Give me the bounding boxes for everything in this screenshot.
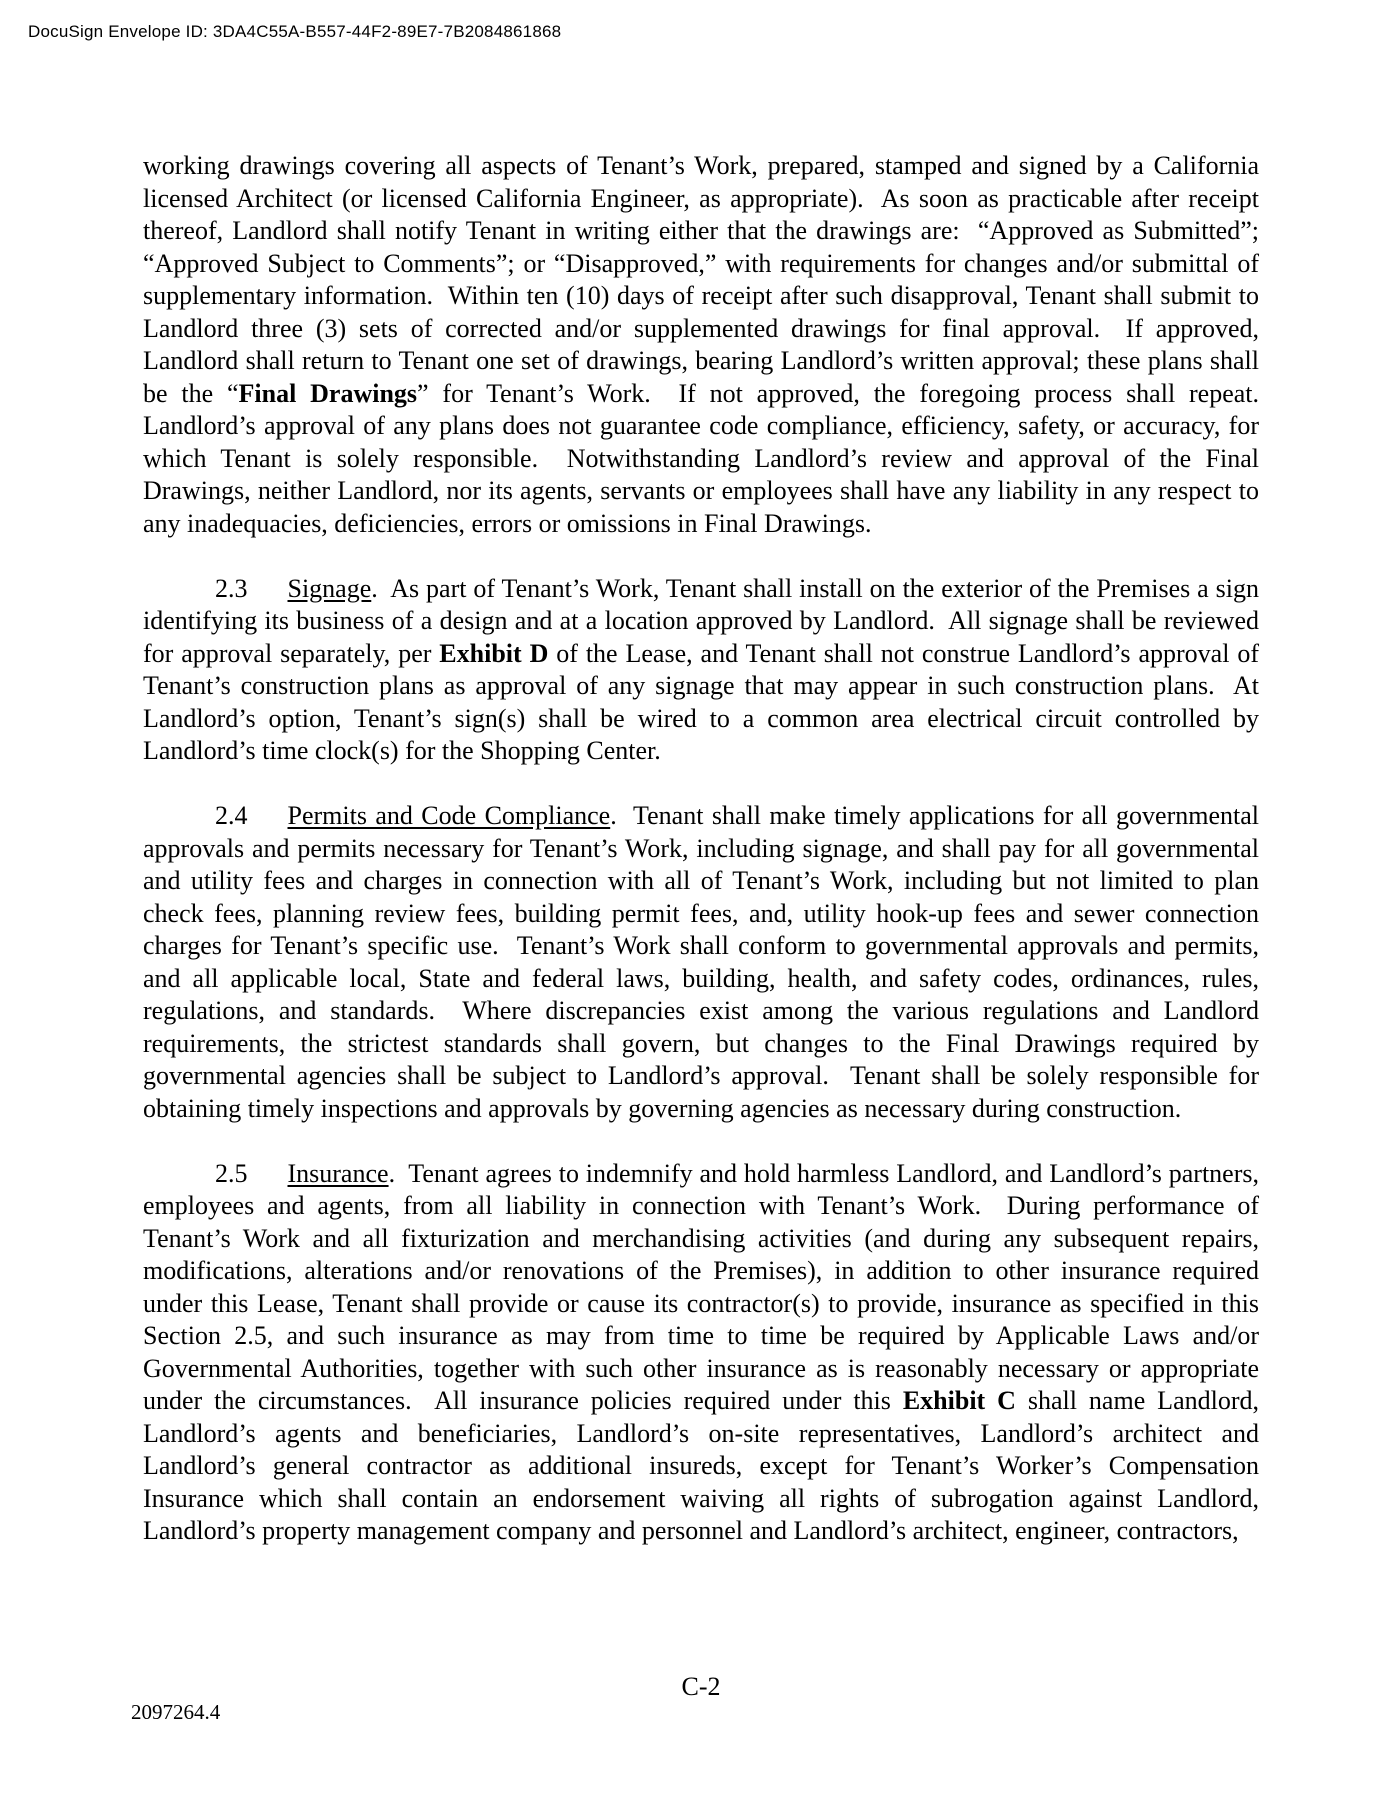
underlined-heading-run: Permits and Code Compliance xyxy=(287,801,611,830)
text-run: 2.3 xyxy=(215,573,248,603)
underlined-heading-run: Signage xyxy=(287,573,372,603)
paragraph-continuation xyxy=(143,150,1273,540)
document-body xyxy=(143,150,1273,1580)
paragraph-section-2-3-signage xyxy=(143,573,1266,768)
underlined-heading-run: Insurance xyxy=(287,1158,389,1188)
text-run: working drawings covering all aspects of Tenant’s Work, prepared, stamped and signed by a California licensed Architect (or licensed California Engineer, as appropriate). As soon as practicable after receipt thereof, Landlord shall notify Tenant in writing either that the drawings are: “Approved as Submitted”; “Approved Subject to Comments”; or “Disapproved,” with requirements for changes and/or submittal of supplementary information. Within ten (10) days of receipt after such disapproval, Tenant shall submit to Landlord three (3) sets of corrected and/or supplemented drawings for final approval. If approved, Landlord shall return to Tenant one set of drawings, bearing Landlord’s written approval; these plans shall be the “ xyxy=(143,151,1266,408)
text-run: shall name Landlord, Landlord’s agents and beneficiaries, Landlord’s on-site representatives, Landlord’s architect and Landlord’s general contractor as additional insureds, except for Tenant’s Worker’s Compensation Insurance which shall contain an endorsement waiving all rights of subrogation against Landlord, Landlord’s property management company and personnel and Landlord’s architect, engineer, contractors, xyxy=(143,1386,1266,1545)
document-control-number: 2097264.4 xyxy=(131,1700,221,1724)
text-run: . As part of Tenant’s Work, Tenant shall install on the exterior of the Premises a sign identifying its business of a design and at a location approved by Landlord. All signage shall be reviewed for approval separately, per xyxy=(143,573,1266,668)
bold-text-run: Exhibit D xyxy=(439,638,549,668)
page-number: C-2 xyxy=(681,1672,721,1701)
text-run: 2.4 xyxy=(215,801,248,830)
text-run: . Tenant agrees to indemnify and hold harmless Landlord, and Landlord’s partners, employees and agents, from all liability in connection with Tenant’s Work. During performance of Tenant’s Work and all fixturization and merchandising activities (and during any subsequent repairs, modifications, alterations and/or renovations of the Premises), in addition to other insurance required under this Lease, Tenant shall provide or cause its contractor(s) to provide, insurance as specified in this Section 2.5, and such insurance as may from time to time be required by Applicable Laws and/or Governmental Authorities, together with such other insurance as is reasonably necessary or appropriate under the circumstances. All insurance policies required under this xyxy=(143,1158,1266,1415)
paragraph-section-2-4-permits xyxy=(143,800,1266,1125)
docusign-envelope-id: DocuSign Envelope ID: 3DA4C55A-B557-44F2-89E7-7B2084861868 xyxy=(28,22,562,41)
bold-text-run: Final Drawings xyxy=(238,378,418,408)
paragraph-section-2-5-insurance xyxy=(143,1158,1266,1548)
text-run: ” for Tenant’s Work. If not approved, the foregoing process shall repeat. Landlord’s approval of any plans does not guarantee code compliance, efficiency, safety, or accuracy, for which Tenant is solely responsible. Notwithstanding Landlord’s review and approval of the Final Drawings, neither Landlord, nor its agents, servants or employees shall have any liability in any respect to any inadequacies, deficiencies, errors or omissions in Final Drawings. xyxy=(143,378,1273,538)
text-run: of the Lease, and Tenant shall not construe Landlord’s approval of Tenant’s construction plans as approval of any signage that may appear in such construction plans. At Landlord’s option, Tenant’s sign(s) shall be wired to a common area electrical circuit controlled by Landlord’s time clock(s) for the Shopping Center. xyxy=(143,638,1266,765)
bold-text-run: Exhibit C xyxy=(902,1386,1016,1415)
text-run: . Tenant shall make timely applications for all governmental approvals and permits necessary for Tenant’s Work, including signage, and shall pay for all governmental and utility fees and charges in connection with all of Tenant’s Work, including but not limited to plan check fees, planning review fees, building permit fees, and, utility hook-up fees and sewer connection charges for Tenant’s specific use. Tenant’s Work shall conform to governmental approvals and permits, and all applicable local, State and federal laws, building, health, and safety codes, ordinances, rules, regulations, and standards. Where discrepancies exist among the various regulations and Landlord requirements, the strictest standards shall govern, but changes to the Final Drawings required by governmental agencies shall be subject to Landlord’s approval. Tenant shall be solely responsible for obtaining timely inspections and approvals by governing agencies as necessary during construction. xyxy=(143,801,1266,1123)
text-run: 2.5 xyxy=(215,1158,248,1188)
